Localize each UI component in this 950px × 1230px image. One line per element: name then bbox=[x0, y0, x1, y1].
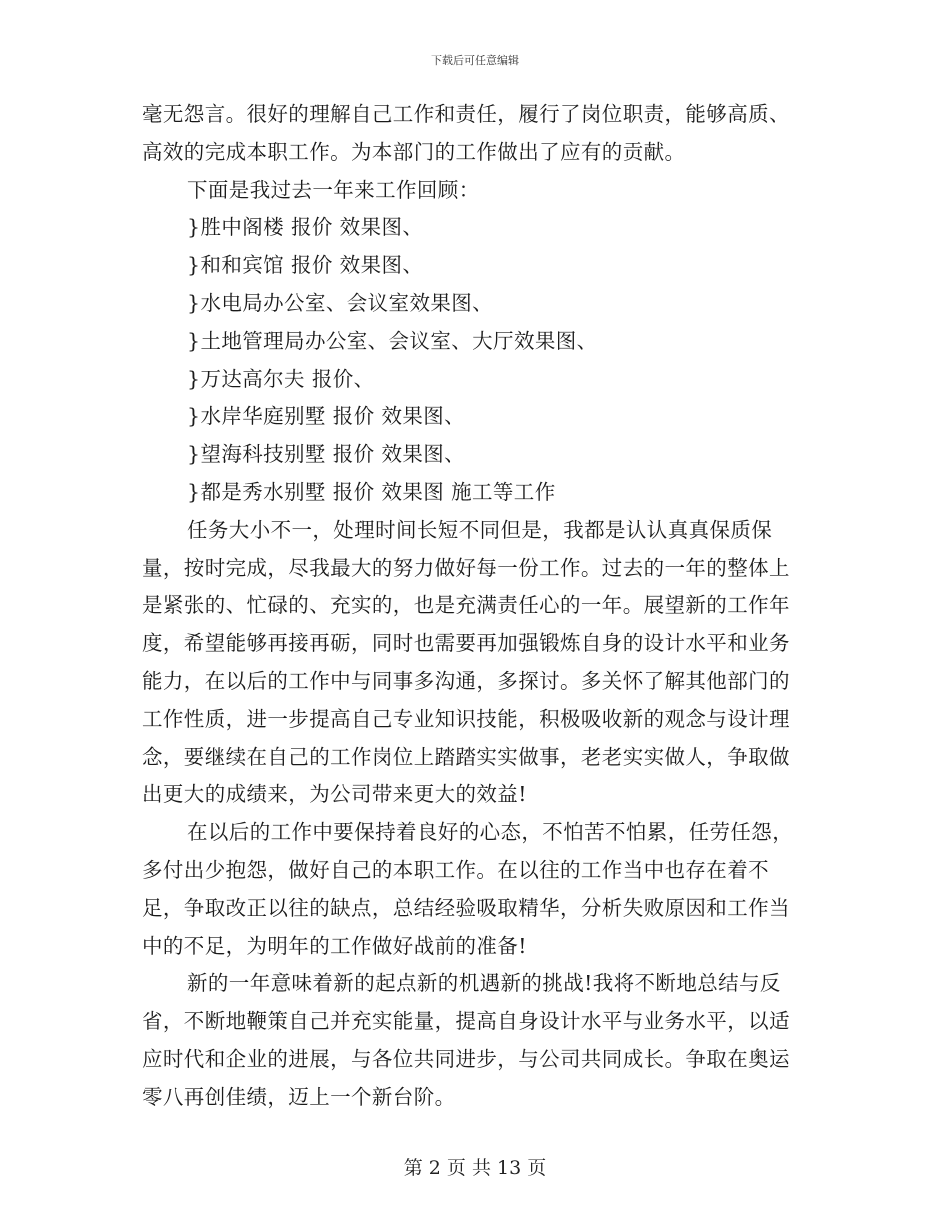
list-item: }胜中阁楼 报价 效果图、 bbox=[187, 215, 424, 240]
list-item: }和和宾馆 报价 效果图、 bbox=[187, 253, 424, 278]
list-item: }万达高尔夫 报价、 bbox=[187, 366, 375, 391]
list-item: }水电局办公室、会议室效果图、 bbox=[187, 290, 494, 315]
list-item: }望海科技别墅 报价 效果图、 bbox=[187, 442, 466, 467]
paragraph-3: 任务大小不一，处理时间长短不同但是，我都是认认真真保质保量，按时完成，尽我最大的努力做好每一份工作。过去的一年的整体上是紧张的、忙碌的、充实的，也是充满责任心的一年。展望新的工作年度，希望能够再接再砺，同时也需要再加强锻炼自身的设计水平和业务能力，在以后的工作中与同事多沟通，多探讨。多关怀了解其他部门的工作性质，进一步提高自己专业知识技能，积极吸收新的观念与设计理念，要继续在自己的工作岗位上踏踏实实做事，老老实实做人，争取做出更大的成绩来，为公司带来更大的效益! bbox=[142, 517, 790, 807]
paragraph-2: 下面是我过去一年来工作回顾： bbox=[187, 177, 480, 202]
document-body bbox=[142, 96, 810, 1117]
list-item: }土地管理局办公室、会议室、大厅效果图、 bbox=[187, 328, 598, 353]
paragraph-5: 新的一年意味着新的起点新的机遇新的挑战!我将不断地总结与反省，不断地鞭策自己并充实能量，提高自身设计水平与业务水平，以适应时代和企业的进展，与各位共同进步，与公司共同成长。争取在奥运零八再创佳绩，迈上一个新台阶。 bbox=[142, 971, 790, 1109]
list-item: }都是秀水别墅 报价 效果图 施工等工作 bbox=[187, 479, 556, 504]
page-header: 下载后可任意编辑 bbox=[431, 54, 519, 67]
paragraph-1: 毫无怨言。很好的理解自己工作和责任，履行了岗位职责，能够高质、高效的完成本职工作。为本部门的工作做出了应有的贡献。 bbox=[142, 102, 790, 164]
paragraph-4: 在以后的工作中要保持着良好的心态，不怕苦不怕累，任劳任怨，多付出少抱怨，做好自己的本职工作。在以往的工作当中也存在着不足，争取改正以往的缺点，总结经验吸取精华，分析失败原因和工作当中的不足，为明年的工作做好战前的准备! bbox=[142, 820, 794, 958]
list-item: }水岸华庭别墅 报价 效果图、 bbox=[187, 404, 466, 429]
page-number: 第 2 页 共 13 页 bbox=[403, 1157, 547, 1179]
